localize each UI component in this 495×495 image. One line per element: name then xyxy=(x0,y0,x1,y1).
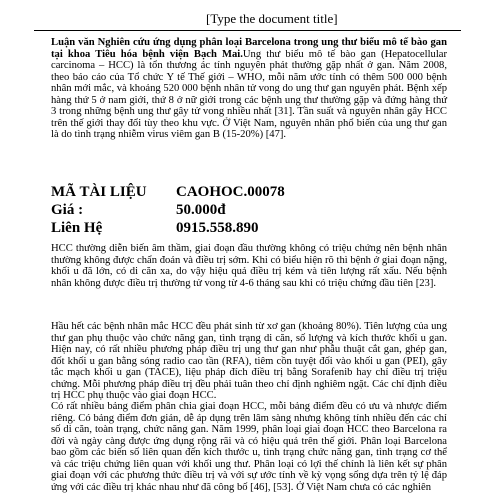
document-header-title: [Type the document title] xyxy=(206,11,338,26)
meta-price-label: Giá : xyxy=(51,202,84,218)
meta-code-value: CAOHOC.00078 xyxy=(176,184,285,200)
body-paragraph-2: Hầu hết các bệnh nhân mắc HCC đều phát sinh từ xơ gan (khoảng 80%). Tiên lượng của ung thư gan phụ thuộc vào chức năng gan, tình trạng di căn, số lượng và kích thước khối u gan. Hiện nay, có rất nhiều phương pháp điều trị ung thư gan như phẫu thuật cắt gan, ghép gan, đốt khối u gan bằng sóng radio cao tần (RFA), tiêm cồn tuyệt đối vào khối u gan (PEI), gây tắc mạch khối u gan (TACE), liệu pháp đích điều trị bằng Sorafenib hay chỉ điều trị triệu chứng. Mỗi phương pháp điều trị đều phải tuân theo chỉ định nghiêm ngặt. Các chỉ định điều trị HCC phụ thuộc vào giai đoạn HCC. xyxy=(51,321,447,401)
intro-bold-lead: Luận văn Nghiên cứu ứng dụng phân loại Barcelona trong ung thư biểu mô tế bào gan tại khoa Tiêu hóa bệnh viện Bạch Mai. xyxy=(51,37,447,60)
document-meta-block xyxy=(51,183,351,237)
meta-row-contact xyxy=(51,219,351,237)
intro-body: Ung thư biểu mô tế bào gan (Hepatocellular carcinoma – HCC) là tổn thương ác tính nguyên phát thường gặp nhất ở gan. Năm 2008, theo báo cáo của Tổ chức Y tế Thế giới – WHO, mỗi năm ước tính có thêm 500 000 bệnh nhân mới mắc, và khoảng 520 000 bệnh nhân tử vong do ung thư gan nguyên phát. Bệnh xếp hàng thứ 5 ở nam giới, thứ 8 ở nữ giới trong các bệnh ung thư thường gặp và đứng hàng thứ 3 trong những bệnh ung thư gây tử vong nhiều nhất [31]. Tần suất và nguyên nhân gây HCC trên thế giới thay đổi tùy theo khu vực. Ở Việt Nam, nguyên nhân phổ biến của ung thư gan là do tình trạng nhiễm virus viêm gan B (15-20%) [47]. xyxy=(51,48,447,140)
meta-contact-value: 0915.558.890 xyxy=(176,220,259,236)
meta-row-code xyxy=(51,183,351,201)
body-paragraph-3: Có rất nhiều bảng điểm phân chia giai đoạn HCC, mỗi bảng điểm đều có ưu và nhược điểm riêng. Có bảng điểm đơn giản, dễ áp dụng trên lâm sàng nhưng không tính nhiều đến các chỉ số di căn, toàn trạng, chức năng gan. Năm 1999, phân loại giai đoạn HCC theo Barcelona ra đời và ngày càng được ứng dụng rộng rãi và có hiệu quả trên thế giới. Phân loại Barcelona bao gồm các biến số liên quan đến kích thước u, tình trạng chức năng gan, tình trạng cơ thể và các triệu chứng liên quan với khối ung thư. Phân loại có lợi thế chính là liên kết sự phân giai đoạn với các phương thức điều trị và với sự ước tính về kỳ vọng sống dựa trên tỷ lệ đáp ứng với các điều trị khác nhau như đã công bố [46], [53]. Ở Việt Nam chưa có các nghiên xyxy=(51,401,447,493)
intro-paragraph xyxy=(51,37,447,141)
meta-code-label: MÃ TÀI LIỆU xyxy=(51,184,147,200)
meta-row-price xyxy=(51,201,351,219)
meta-price-value: 50.000đ xyxy=(176,202,226,218)
body-paragraph-1: HCC thường diễn biến âm thầm, giai đoạn đầu thường không có triệu chứng nên bệnh nhân thường không được chẩn đoán và điều trị sớm. Khi có biểu hiện rõ thì bệnh ở giai đoạn nặng, khối u đã lớn, có di căn xa, do vậy hiệu quả điều trị kém và tiên lượng rất xấu. Nếu bệnh nhân không được điều trị thường tử vong từ 4-6 tháng sau khi có triệu chứng đầu tiên [23]. xyxy=(51,243,447,289)
header-divider xyxy=(34,30,461,31)
meta-contact-label: Liên Hệ xyxy=(51,220,103,236)
